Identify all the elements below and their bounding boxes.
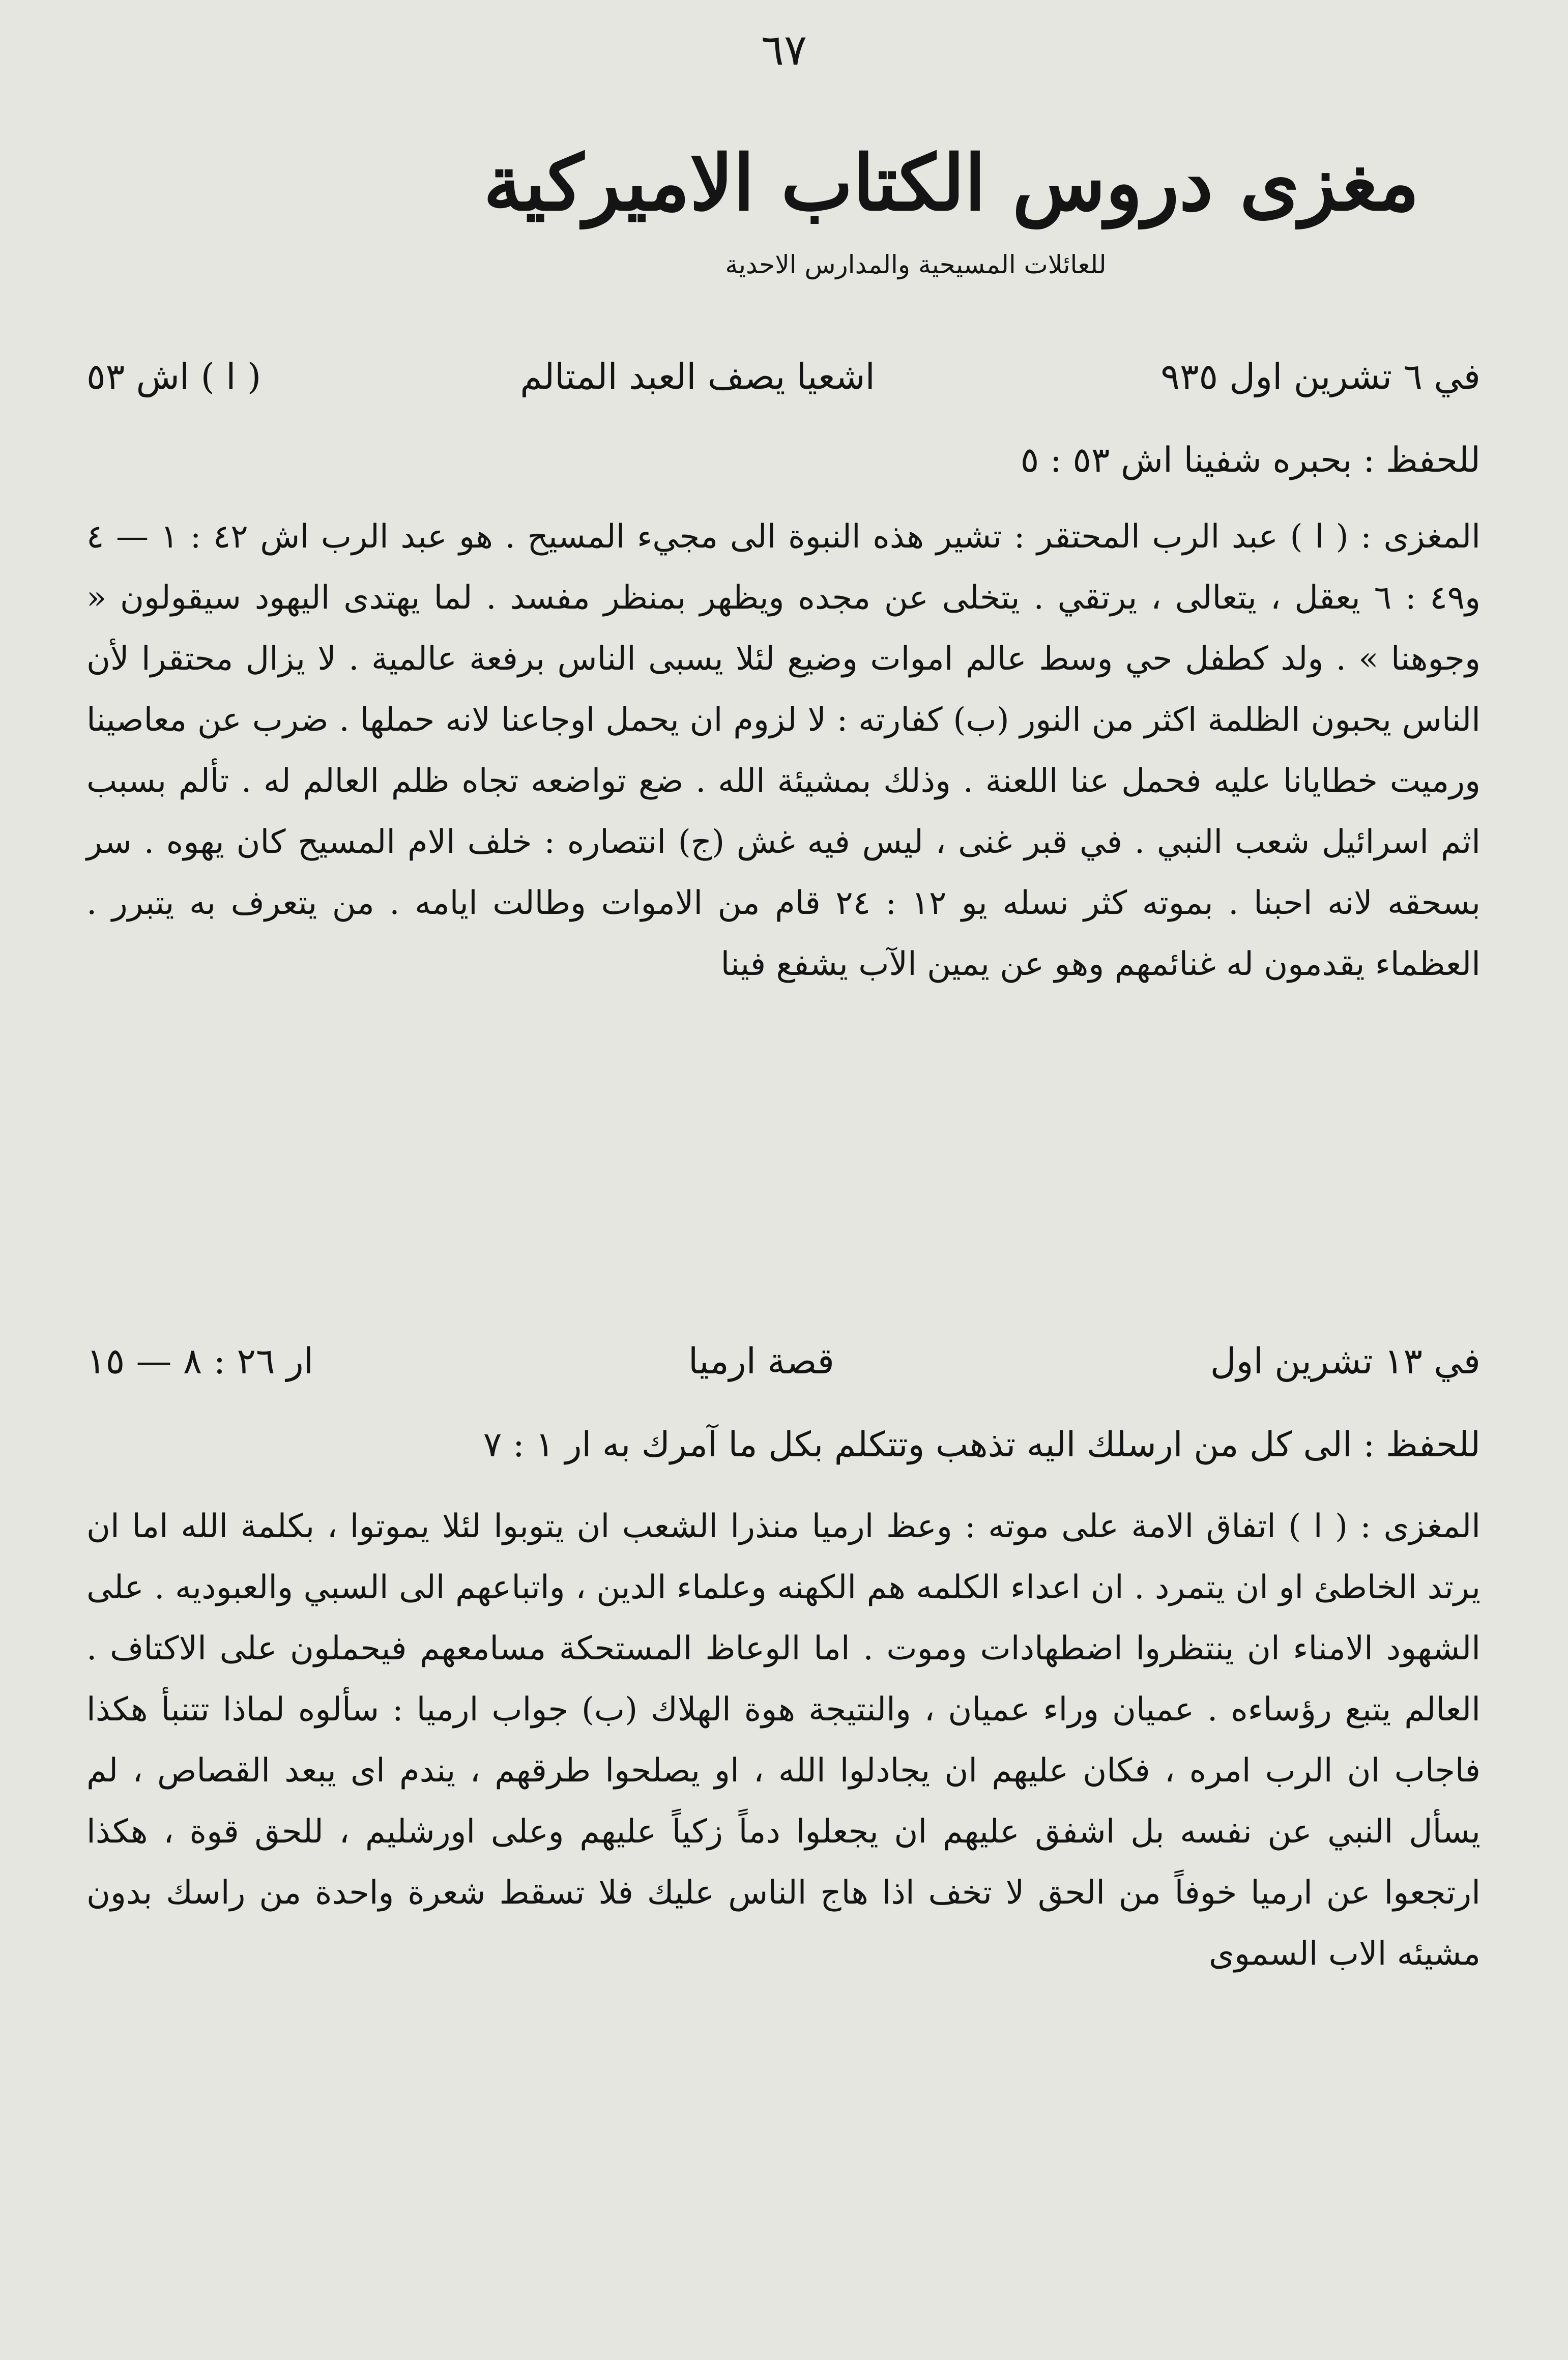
lesson-1-reference: ( ا ) اش ٥٣ (86, 356, 262, 397)
lesson-1-meaning (86, 506, 1480, 1320)
lesson-2-header (86, 1328, 1480, 1394)
page-subtitle: للعائلات المسيحية والمدارس الاحدية (725, 250, 1107, 279)
lesson-1-topic: اشعيا يصف العبد المتالم (520, 356, 875, 397)
lesson-2-date: في ١٣ تشرين اول (1210, 1340, 1480, 1382)
lesson-1-memory-verse: للحفظ : بحبره شفينا اش ٥٣ : ٥ (1020, 440, 1480, 480)
lesson-2-memory-verse: للحفظ : الى كل من ارسلك اليه تذهب وتتكلم بكل ما آمرك به ار ١ : ٧ (483, 1425, 1480, 1465)
lesson-1-meaning-text: المغزى : ( ا ) عبد الرب المحتقر : تشير هذه النبوة الى مجيء المسيح . هو عبد الرب اش ٤٢ : ١ — ٤ و٤٩ : ٦ يعقل ، يتعالى ، يرتقي . يتخلى عن مجده ويظهر بمنظر مفسد . لما يهتدى اليهود سيقولون « وجوهنا » . ولد كطفل حي وسط عالم اموات وضيع لئلا يسبى الناس برفعة عالمية . لا يزال محتقرا لأن الناس يحبون الظلمة اكثر من النور (ب) كفارته : لا لزوم ان يحمل اوجاعنا لانه حملها . ضرب عن معاصينا ورميت خطايانا عليه فحمل عنا اللعنة . وذلك بمشيئة الله . ضع تواضعه تجاه ظلم العالم له . تألم بسبب اثم اسرائيل شعب النبي . في قبر غنى ، ليس فيه غش (ج) انتصاره : خلف الام المسيح كان يهوه . سر بسحقه لانه احبنا . بموته كثر نسله يو ١٢ : ٢٤ قام من الاموات وطالت ايامه . من يتعرف به يتبرر . العظماء يقدمون له غنائمهم وهو عن يمين الآب يشفع فينا (86, 518, 1481, 983)
page-title: مغزى دروس الكتاب الاميركية (483, 138, 1419, 228)
lesson-2-reference: ار ٢٦ : ٨ — ١٥ (86, 1340, 314, 1382)
lesson-1-header (86, 343, 1480, 410)
page-number: ٦٧ (761, 25, 807, 75)
lesson-2-meaning-text: المغزى : ( ا ) اتفاق الامة على موته : وعظ ارميا منذرا الشعب ان يتوبوا لئلا يموتوا ، بكلمة الله اما ان يرتد الخاطئ او ان يتمرد . ان اعداء الكلمه هم الكهنه وعلماء الدين ، واتباعهم الى السبي والعبوديه . على الشهود الامناء ان ينتظروا اضطهادات وموت . اما الوعاظ المستحكة مسامعهم فيحملون على الاكتاف . العالم يتبع رؤساءه . عميان وراء عميان ، والنتيجة هوة الهلاك (ب) جواب ارميا : سألوه لماذا تتنبأ هكذا فاجاب ان الرب امره ، فكان عليهم ان يجادلوا الله ، او يصلحوا طرقهم ، يندم اى يبعد القصاص ، لم يسأل النبي عن نفسه بل اشفق عليهم ان يجعلوا دماً زكياً عليهم وعلى اورشليم ، للحق قوة ، هكذا ارتجعوا عن ارميا خوفاً من الحق لا تخف اذا هاج الناس عليك فلا تسقط شعرة واحدة من راسك بدون مشيئه الاب السموى (86, 1508, 1480, 1973)
lesson-2-meaning (86, 1496, 1480, 2290)
lesson-2-topic: قصة ارميا (688, 1340, 834, 1382)
lesson-1-date: في ٦ تشرين اول ٩٣٥ (1160, 356, 1480, 397)
